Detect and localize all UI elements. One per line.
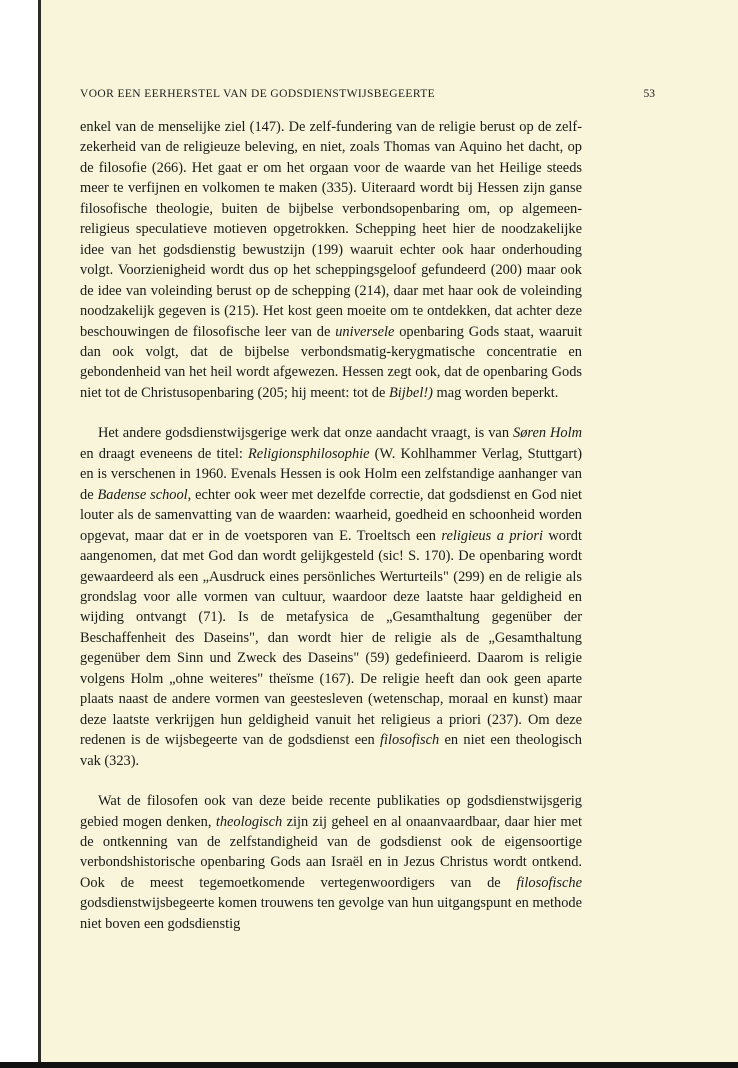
text-run: enkel van de menselijke ziel (147). De zelf-fundering van de religie berust op de zelf-zekerheid van de religieuze beleving, en niet, zoals Thomas van Aquino het dacht, op de filosofie (266). Het gaat er om het orgaan voor de waarde van het Heilige steeds meer te verfijnen en volkomen te maken (335). Uiteraard wordt bij Hessen zijn ganse filosofische theologie, buiten de bijbelse verbondsopenbaring om, op algemeen-religieus speculatieve motieven opgetrokken. Schepping heet hier de noodzakelijke idee van het godsdienstig bewustzijn (199) waaruit echter ook haar onderhouding volgt. Voorzienigheid wordt dus op het scheppingsgeloof gefundeerd (200) maar ook de idee van voleinding berust op de schepping (214), daar met haar ook de voleinding noodzakelijk gegeven is (215). Het kost geen moeite om te ontdekken, dat achter deze beschouwingen de filosofische leer van de <box>80 119 582 340</box>
paragraph <box>80 423 582 771</box>
left-margin <box>0 0 38 1068</box>
emphasized-text: filosofisch <box>380 732 440 749</box>
emphasized-text: Bijbel!) <box>388 384 433 401</box>
text-run: en niet een theologisch vak (323). <box>80 732 582 769</box>
emphasized-text: filosofische <box>516 874 582 891</box>
emphasized-text: religieus a priori <box>441 527 543 544</box>
paragraph <box>80 791 582 934</box>
page-header <box>80 88 655 106</box>
text-run: Het andere godsdienstwijsgerige werk dat onze aandacht vraagt, is van <box>98 425 513 442</box>
emphasized-text: universele <box>335 323 395 340</box>
paragraph <box>80 117 582 403</box>
text-run: echter ook weer met dezelfde correctie, dat godsdienst en God niet louter als de samenvatting van de waarden: waarheid, goedheid en schoonheid worden opgevat, maar dat er in de voetsporen van E. Troeltsch een <box>80 486 582 544</box>
page-spine-edge <box>38 0 41 1062</box>
text-run: godsdienstwijsbegeerte komen trouwens ten gevolge van hun uitgangspunt en methode niet boven een godsdienstig <box>80 895 582 932</box>
body-text <box>80 117 582 934</box>
text-run: Wat de filosofen ook van deze beide recente publikaties op godsdienstwijsgerig gebied mogen denken, <box>80 793 582 830</box>
page-number: 53 <box>643 88 655 100</box>
text-run: mag worden beperkt. <box>432 384 559 401</box>
text-run: (W. Kohlhammer Verlag, Stuttgart) en is verschenen in 1960. Evenals Hessen is ook Holm een zelfstandige aanhanger van de <box>80 445 582 503</box>
emphasized-text: Søren Holm <box>513 425 582 442</box>
text-run: wordt aangenomen, dat met God dan wordt gelijkgesteld (sic! S. 170). De openbaring wordt gewaardeerd als een „Ausdruck eines persönliches Werturteils" (299) en de religie als grondslag voor alle vormen van cultuur, waardoor deze laatste haar geldigheid en wijding ontvangt (71). Is de metafysica de „Gesamthaltung gegenüber der Beschaffenheit des Daseins", dan wordt hier de religie als de „Gesamthaltung gegenüber dem Sinn und Zweck des Daseins" (59) gedefinieerd. Daarom is religie volgens Holm „ohne weiteres" theïsme (167). De religie heeft dan ook geen aparte plaats naast de andere vormen van geestesleven (wetenschap, moraal en kunst) maar deze laatste verkrijgen hun geldigheid vanuit het religieus a priori (237). Om deze redenen is de wijsbegeerte van de godsdienst een <box>80 527 582 749</box>
emphasized-text: Badense school, <box>97 486 192 503</box>
emphasized-text: Religionsphilosophie <box>248 445 370 462</box>
text-run: zijn zij geheel en al onaanvaardbaar, daar hier met de ontkenning van de zelfstandigheid van de godsdienst ook de eigensoortige verbondshistorische openbaring Gods aan Israël en in Jezus Christus wordt ontkend. Ook de meest tegemoetkomende vertegenwoordigers van de <box>80 813 582 891</box>
bottom-edge <box>0 1062 738 1068</box>
text-run: en draagt eveneens de titel: <box>80 445 249 462</box>
text-run: openbaring Gods staat, waaruit dan ook volgt, dat de bijbelse verbondsmatig-kerygmatische concentratie en gebondenheid van het heil wordt afgewezen. Hessen zegt ook, dat de openbaring Gods niet tot de Christusopenbaring (205; hij meent: tot de <box>80 323 582 401</box>
running-title: VOOR EEN EERHERSTEL VAN DE GODSDIENSTWIJSBEGEERTE <box>80 88 436 100</box>
emphasized-text: theologisch <box>215 813 283 830</box>
